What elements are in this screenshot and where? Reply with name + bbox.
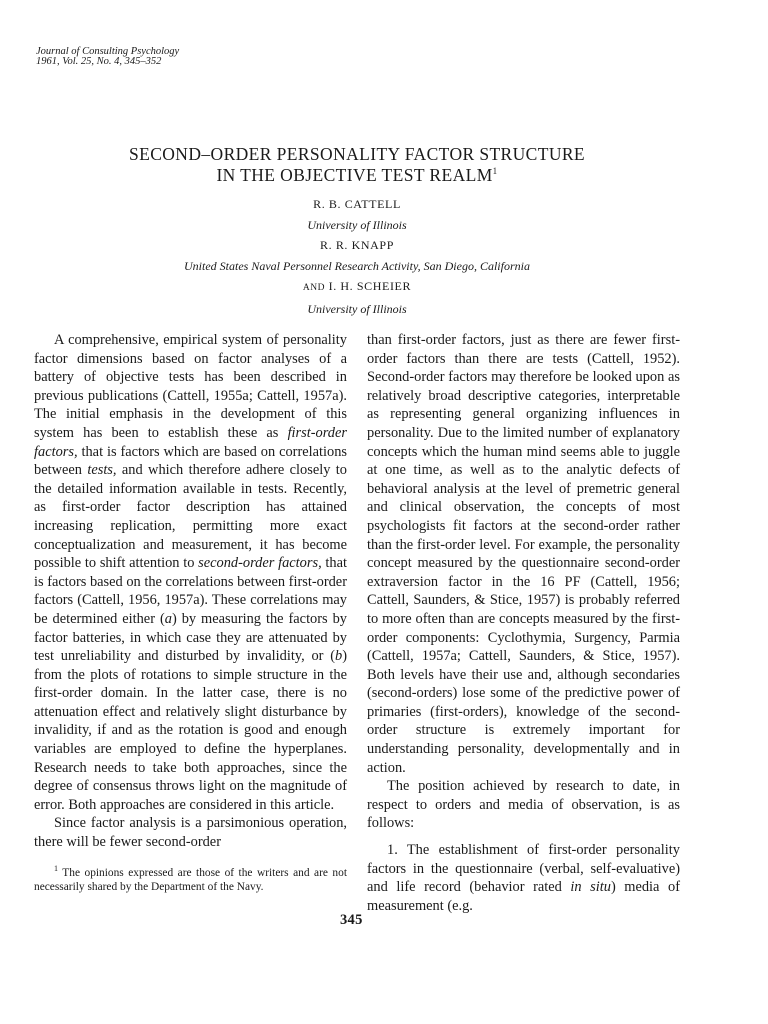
body-paragraph: Since factor analysis is a parsimonious operation, there will be fewer second-order	[34, 815, 347, 851]
journal-name: Journal of Consulting Psychology	[36, 46, 180, 57]
footnote-text: The opinions expressed are those of the writers and are not necessarily shared by the Department of the Navy.	[34, 867, 347, 893]
body-paragraph-continued: than first-order factors, just as there are fewer first-order factors than there are tests (Cattell, 1952). Second-order factors may therefore be looked upon as relatively broad descriptive categories, interpretable as representing general organizing influences in personality. Due to the limited number of explanatory concepts which the human mind seems able to juggle at one time, as well as to the analytic defects of behavioral analysis at the level of premetric general and clinical observation, the concepts of most psychologists fit factors at the second-order rather than the first-order level. For example, the personality concept measured by the questionnaire second-order extraversion factor in the 16 PF (Cattell, 1956; Cattell, Saunders, & Stice, 1957) is probably referred to more often than are concepts measured by the first-order components: Cyclothymia, Surgency, Parmia (Cattell, 1957a; Cattell, Saunders, & Stice, 1957). Both levels have their use and, although secondaries (second-orders) lose some of the predictive power of primaries (first-orders), knowledge of the second-order structure is extremely important for understanding personality, developmentally and in action.	[367, 332, 680, 776]
footnote	[34, 864, 347, 894]
page-number: 345	[340, 912, 363, 928]
footnote-mark: 1	[54, 864, 58, 874]
title-line-2: IN THE OBJECTIVE TEST REALM$^1$	[216, 165, 498, 185]
right-column	[367, 331, 680, 915]
author-2-name: R. R. KNAPP	[320, 238, 394, 252]
author-3-affiliation: University of Illinois	[307, 301, 407, 316]
title-line-1: SECOND–ORDER PERSONALITY FACTOR STRUCTURE	[128, 144, 586, 164]
left-column	[34, 331, 347, 852]
author-conjunction: AND	[302, 283, 325, 293]
body-paragraph: The position achieved by research to date, in respect to orders and media of observation, is as follows:	[367, 778, 680, 832]
author-3-line	[0, 276, 714, 299]
journal-citation: 1961, Vol. 25, No. 4, 345–352	[36, 56, 162, 67]
author-3-name: I. H. SCHEIER	[328, 279, 412, 293]
body-paragraph: 1. The establishment of first-order personality factors in the questionnaire (verbal, self-evaluative) and life record (behavior rated in situ) media of measurement (e.g.	[367, 842, 680, 914]
author-block	[0, 194, 714, 319]
title-footnote-mark: 1	[492, 166, 498, 177]
body-paragraph: A comprehensive, empirical system of personality factor dimensions based on factor analyses of a battery of objective tests has been described in previous publications (Cattell, 1955a; Cattell, 1957a). The initial emphasis in the development of this system has been to establish these as first-order factors, that is factors which are based on correlations between tests, and which therefore adhere closely to the detailed information available in tests. Recently, as first-order factor description has attained increasing replication, permitting more exact conceptualization and measurement, it has become possible to shift attention to second-order factors, that is factors based on the correlations between first-order factors (Cattell, 1956, 1957a). These correlations may be determined either (a) by measuring the factors by factor batteries, in which case they are attenuated by test unreliability and disturbed by invalidity, or (b) from the plots of rotations to simple structure in the first-order domain. In the latter case, there is no attenuation effect and relatively slight disturbance by invalidity, if and as the rotation is good and enough variables are employed to define the hyperplanes. Research needs to take both approaches, since the degree of consensus throws light on the magnitude of error. Both approaches are considered in this article.	[34, 332, 348, 813]
article-title	[0, 144, 714, 186]
author-1-name: R. B. CATTELL	[313, 197, 401, 211]
author-2-affiliation: United States Naval Personnel Research Activity, San Diego, California	[184, 258, 530, 273]
journal-header	[36, 47, 179, 67]
author-1-affiliation: University of Illinois	[307, 217, 407, 232]
